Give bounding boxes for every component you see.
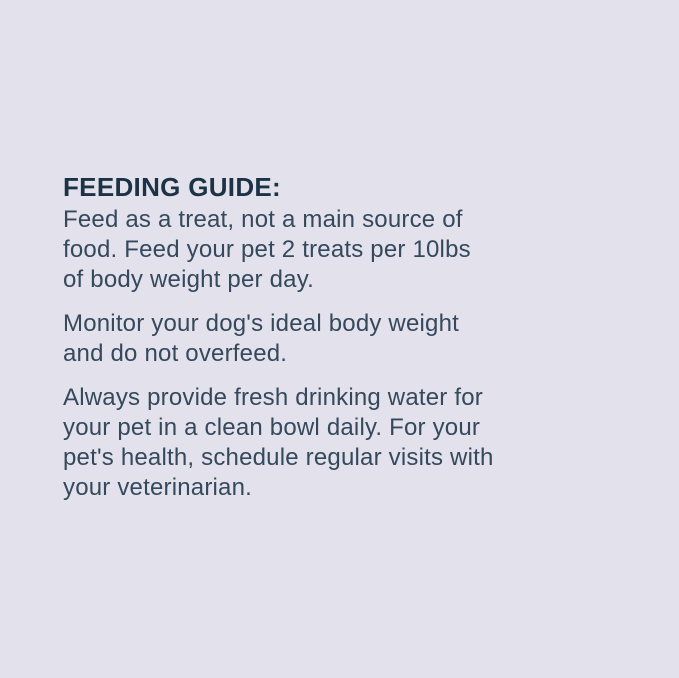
paragraph-line: and do not overfeed. (63, 340, 288, 367)
fresh-water-paragraph (63, 383, 543, 503)
paragraph-line: food. Feed your pet 2 treats per 10lbs (63, 236, 471, 263)
paragraph-line: your veterinarian. (63, 474, 253, 501)
feeding-amount-paragraph (63, 205, 543, 295)
feeding-guide-text-block (63, 172, 543, 503)
paragraph-line: your pet in a clean bowl daily. For your (63, 414, 481, 441)
paragraph-line: pet's health, schedule regular visits with (63, 444, 494, 471)
paragraph-line: of body weight per day. (63, 266, 314, 293)
feeding-guide-heading: FEEDING GUIDE: (63, 172, 281, 202)
monitor-weight-paragraph (63, 309, 543, 369)
paragraph-line: Feed as a treat, not a main source of (63, 206, 463, 233)
paragraph-line: Monitor your dog's ideal body weight (63, 310, 460, 337)
paragraph-line: Always provide fresh drinking water for (63, 384, 483, 411)
